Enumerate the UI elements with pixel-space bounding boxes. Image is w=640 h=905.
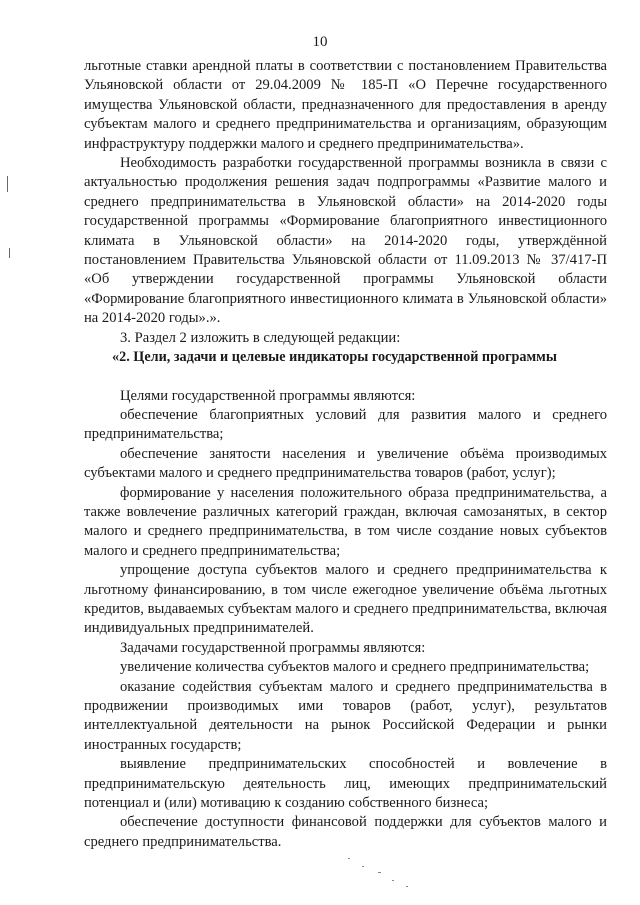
scan-speck	[406, 886, 408, 887]
paragraph-program-necessity: Необходимость разработки государственной программы возникла в связи с актуальностью продолжения решения задач подпрограммы «Развитие малого и среднего предпринимательства в Ульяновской области» на 2014-2020 годы государственной программы «Формирование благоприятного инвестиционного климата в Ульяновской области» на 2014-2020 годы, утверждённой постановлением Правительства Ульяновской области от 11.09.2013 № 37/417-П «Об утверждении государственной программы Ульяновской области «Формирование благоприятного инвестиционного климата в Ульяновской области» на 2014-2020 годы».».	[84, 155, 607, 327]
list-item-goal: формирование у населения положительного образа предпринимательства, а также вовлечение различных категорий граждан, включая самозанятых, в сектор малого и среднего предпринимательства, в том числе создание новых субъектов малого и среднего предпринимательства;	[84, 484, 607, 559]
paragraph-section-amendment: 3. Раздел 2 изложить в следующей редакции:	[120, 329, 401, 346]
list-item-goal: обеспечение благоприятных условий для развития малого и среднего предпринимательства;	[84, 406, 607, 443]
section-heading: «2. Цели, задачи и целевые индикаторы государственной программы	[112, 349, 557, 366]
page-number: 10	[312, 34, 328, 50]
scan-artifact	[7, 176, 8, 192]
document-body	[84, 57, 607, 852]
paragraph-gap	[84, 368, 607, 387]
list-item-goal: обеспечение занятости населения и увеличение объёма производимых субъектами малого и среднего предпринимательства товаров (работ, услуг);	[84, 445, 607, 482]
paragraph-rent-rates: льготные ставки арендной платы в соответствии с постановлением Правительства Ульяновской области от 29.04.2009 № 185-П «О Перечне государственного имущества Ульяновской области, предназначенного для предоставления в аренду субъектам малого и среднего предпринимательства и организациям, образующим инфраструктуру поддержки малого и среднего предпринимательства».	[84, 58, 607, 152]
scan-speck	[362, 866, 364, 867]
scan-speck	[348, 858, 350, 859]
scan-artifact	[9, 248, 10, 258]
list-item-task: обеспечение доступности финансовой поддержки для субъектов малого и среднего предпринимательства.	[84, 814, 607, 850]
scan-speck	[392, 880, 394, 881]
paragraph-tasks-intro: Задачами государственной программы являются:	[120, 639, 426, 656]
list-item-task: увеличение количества субъектов малого и среднего предпринимательства;	[120, 659, 590, 676]
paragraph-goals-intro: Целями государственной программы являются:	[120, 387, 416, 404]
list-item-task: оказание содействия субъектам малого и среднего предпринимательства в продвижении производимых ими товаров (работ, услуг), результатов интеллектуальной деятельности на рынок Российской Федерации и рынки иностранных государств;	[84, 678, 607, 753]
list-item-goal: упрощение доступа субъектов малого и среднего предпринимательства к льготному финансированию, в том числе ежегодное увеличение объёма льготных кредитов, выдаваемых субъектам малого и среднего предпринимательства, включая индивидуальных предпринимателей.	[84, 562, 607, 637]
list-item-task: выявление предпринимательских способностей и вовлечение в предпринимательскую деятельность лиц, имеющих предпринимательский потенциал и (или) мотивацию к созданию собственного бизнеса;	[84, 756, 607, 812]
scan-speck	[378, 872, 381, 873]
